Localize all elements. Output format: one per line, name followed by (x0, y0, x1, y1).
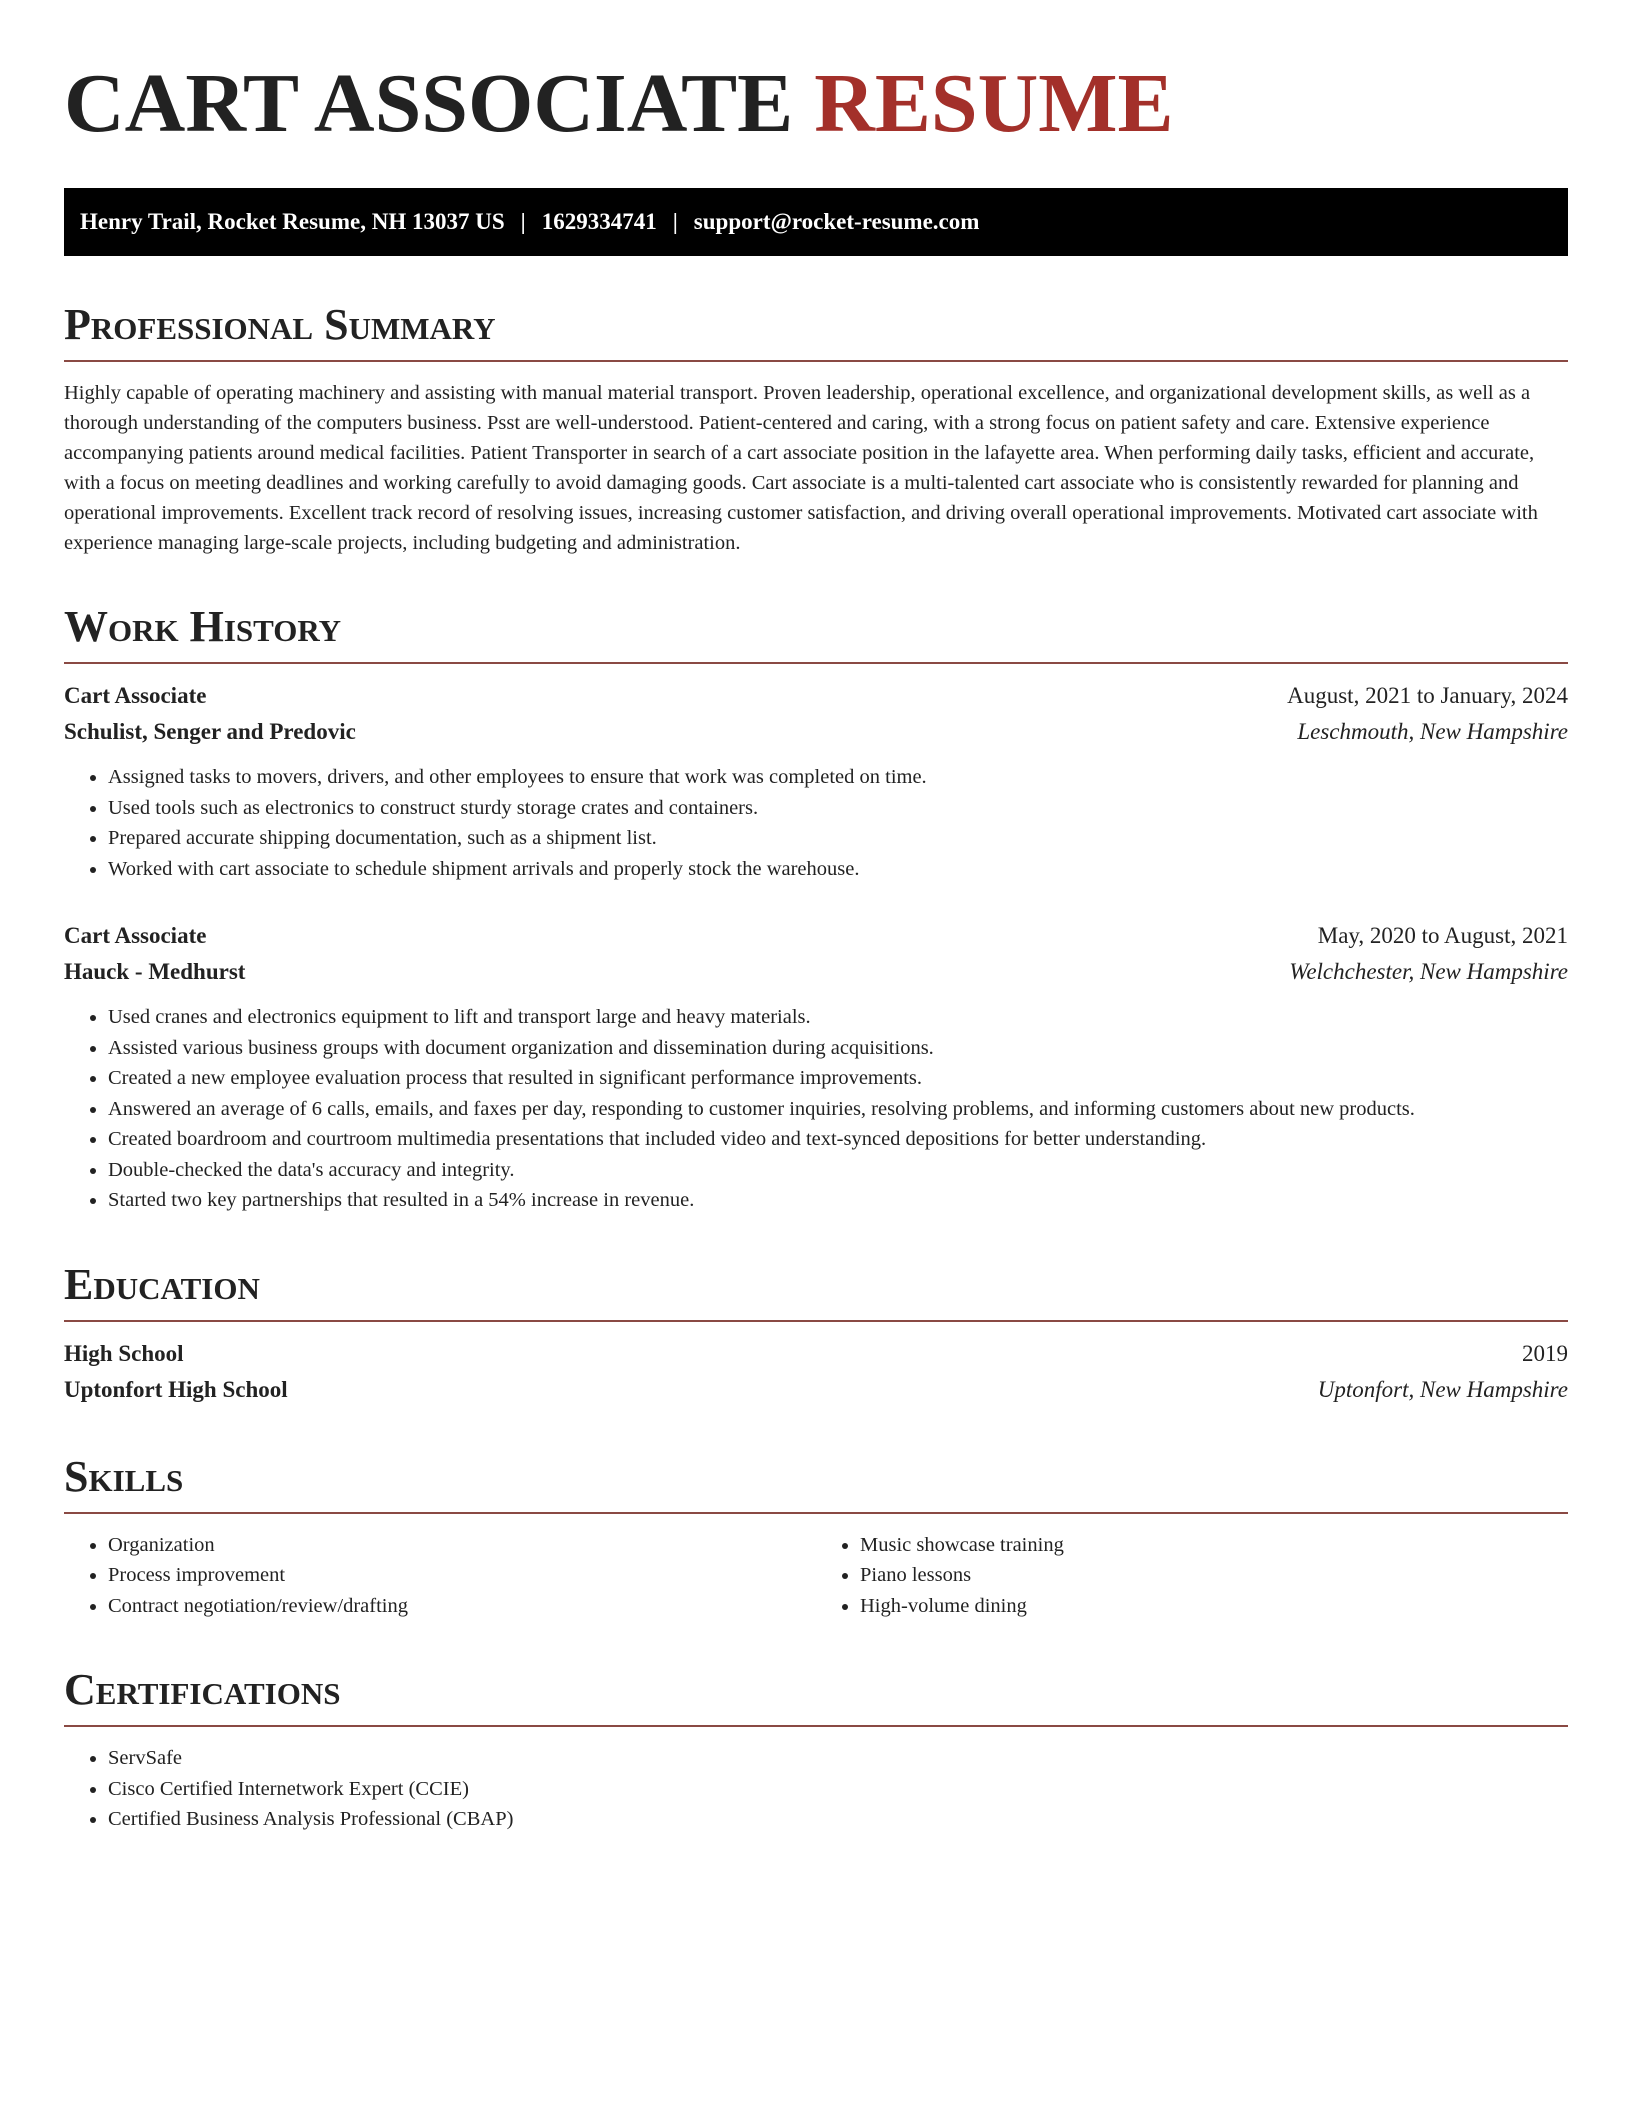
job-location: Leschmouth, New Hampshire (1297, 719, 1568, 744)
job-entry (64, 918, 1568, 1216)
list-item: • ServSafe (108, 1743, 1568, 1774)
list-item: • Answered an average of 6 calls, emails, and faxes per day, responding to customer inquiries, resolving problems, and informing customers about new products. (108, 1094, 1568, 1125)
education-section (64, 1260, 1568, 1408)
list-item: • Worked with cart associate to schedule shipment arrivals and properly stock the warehouse. (108, 854, 1568, 885)
education-school-row (64, 1372, 1568, 1408)
list-item: • Double-checked the data's accuracy and integrity. (108, 1155, 1568, 1186)
summary-text: Highly capable of operating machinery and assisting with manual material transport. Proven leadership, operational excellence, and organizational development skills, as well as a thorough understanding of the computers business. Psst are well-understood. Patient-centered and caring, with a strong focus on patient safety and care. Extensive experience accompanying patients around medical facilities. Patient Transporter in search of a cart associate position in the lafayette area. When performing daily tasks, efficient and accurate, with a focus on meeting deadlines and working carefully to avoid damaging goods. Cart associate is a multi-talented cart associate who is consistently rewarded for planning and operational improvements. Excellent track record of resolving issues, increasing customer satisfaction, and driving overall operational improvements. Motivated cart associate with experience managing large-scale projects, including budgeting and administration. (64, 382, 1538, 554)
job-entry (64, 678, 1568, 884)
contact-separator: | (672, 209, 678, 234)
title-accent: RESUME (814, 57, 1174, 150)
skills-left-column (64, 1530, 816, 1622)
list-item: • Created a new employee evaluation process that resulted in significant performance improvements. (108, 1063, 1568, 1094)
summary-section (64, 300, 1568, 558)
work-history-section (64, 602, 1568, 1216)
contact-bar (64, 188, 1568, 256)
list-item: • Organization (108, 1530, 816, 1561)
list-item: • Piano lessons (860, 1560, 1568, 1591)
list-item: • Certified Business Analysis Professional (CBAP) (108, 1804, 1568, 1835)
job-bullets (64, 1002, 1568, 1216)
list-item: • Contract negotiation/review/drafting (108, 1591, 816, 1622)
job-title: Cart Associate (64, 923, 207, 948)
education-year: 2019 (1522, 1340, 1568, 1366)
contact-phone: 1629334741 (541, 209, 657, 234)
list-item: • Created boardroom and courtroom multimedia presentations that included video and text-synced depositions for better understanding. (108, 1124, 1568, 1155)
job-location: Welchchester, New Hampshire (1289, 959, 1568, 984)
education-school: Uptonfort High School (64, 1376, 288, 1402)
resume-title (64, 0, 1568, 152)
list-item: • Process improvement (108, 1560, 816, 1591)
list-item: • High-volume dining (860, 1591, 1568, 1622)
education-degree: High School (64, 1340, 184, 1366)
job-company: Hauck - Medhurst (64, 959, 246, 984)
summary-heading: Professional Summary (64, 300, 1568, 362)
title-main: CART ASSOCIATE (64, 57, 794, 150)
list-item: • Music showcase training (860, 1530, 1568, 1561)
contact-address: Henry Trail, Rocket Resume, NH 13037 US (80, 209, 505, 234)
skills-grid (64, 1530, 1568, 1622)
contact-email: support@rocket-resume.com (693, 209, 980, 234)
skills-right-column (816, 1530, 1568, 1622)
education-heading: Education (64, 1260, 1568, 1322)
education-location: Uptonfort, New Hampshire (1317, 1376, 1568, 1402)
list-item: • Cisco Certified Internetwork Expert (CCIE) (108, 1774, 1568, 1805)
job-title-row (64, 678, 1568, 714)
job-company-row (64, 714, 1568, 750)
contact-separator: | (520, 209, 526, 234)
list-item: • Assigned tasks to movers, drivers, and other employees to ensure that work was completed on time. (108, 762, 1568, 793)
certifications-heading: Certifications (64, 1665, 1568, 1727)
skills-section (64, 1452, 1568, 1622)
certifications-list (64, 1743, 1568, 1835)
work-history-heading: Work History (64, 602, 1568, 664)
job-company: Schulist, Senger and Predovic (64, 719, 356, 744)
certifications-section (64, 1665, 1568, 1835)
list-item: • Used cranes and electronics equipment to lift and transport large and heavy materials. (108, 1002, 1568, 1033)
job-bullets (64, 762, 1568, 884)
education-degree-row (64, 1336, 1568, 1372)
job-title-row (64, 918, 1568, 954)
job-company-row (64, 954, 1568, 990)
job-dates: August, 2021 to January, 2024 (1287, 683, 1568, 708)
job-dates: May, 2020 to August, 2021 (1317, 923, 1568, 948)
education-entry (64, 1336, 1568, 1408)
list-item: • Assisted various business groups with document organization and dissemination during acquisitions. (108, 1033, 1568, 1064)
skills-heading: Skills (64, 1452, 1568, 1514)
job-title: Cart Associate (64, 683, 207, 708)
list-item: • Started two key partnerships that resulted in a 54% increase in revenue. (108, 1185, 1568, 1216)
list-item: • Used tools such as electronics to construct sturdy storage crates and containers. (108, 793, 1568, 824)
list-item: • Prepared accurate shipping documentation, such as a shipment list. (108, 823, 1568, 854)
